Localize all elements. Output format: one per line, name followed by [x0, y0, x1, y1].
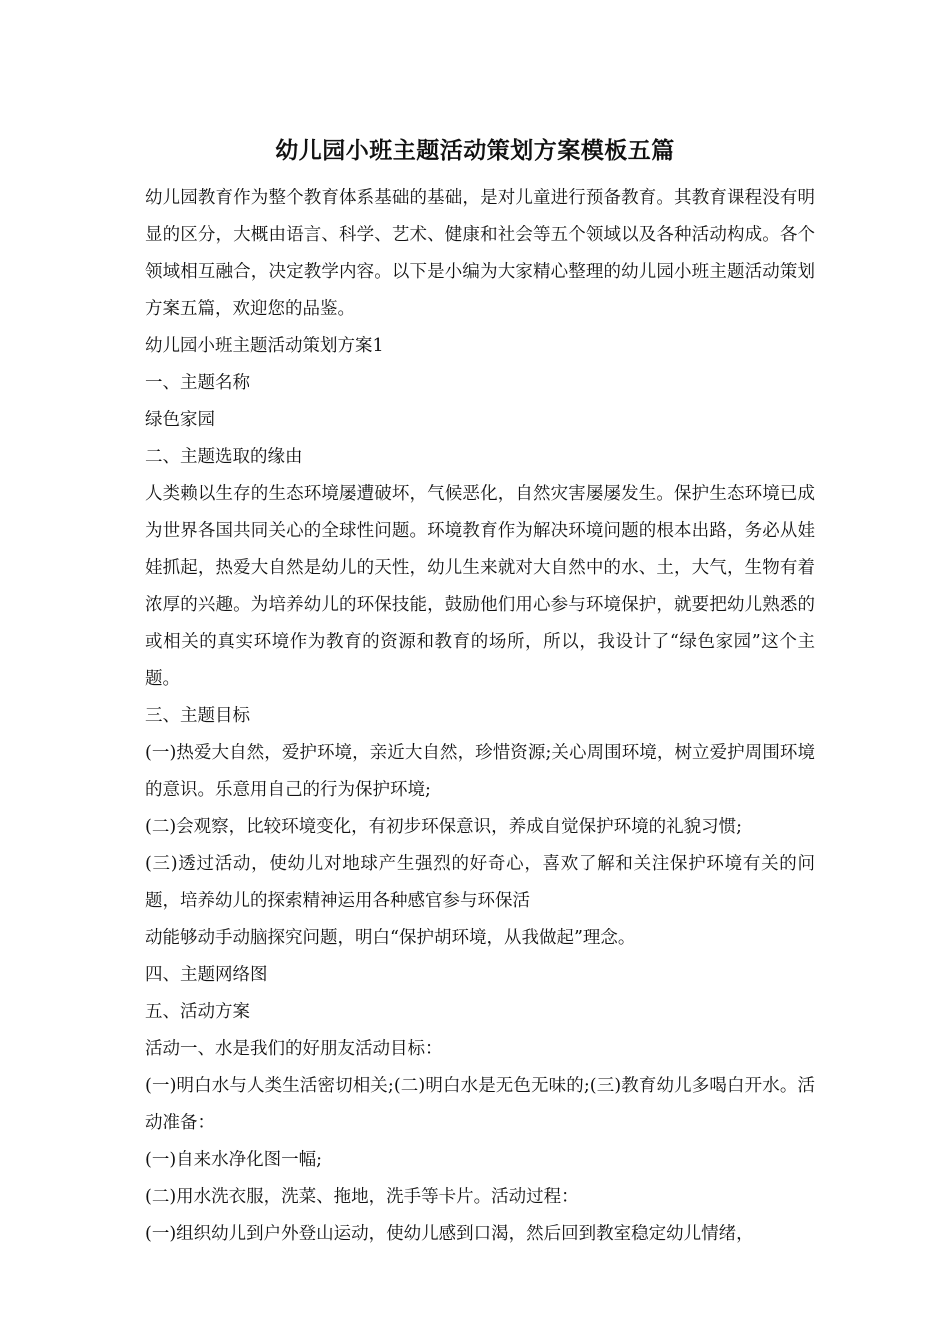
heading-theme-goals: 三、主题目标	[145, 706, 250, 726]
intro-paragraph: 幼儿园教育作为整个教育体系基础的基础，是对儿童进行预备教育。其教育课程没有明显的区分，大概由语言、科学、艺术、健康和社会等五个领域以及各种活动构成。各个领域相互融合，决定教学内容。以下是小编为大家精心整理的幼儿园小班主题活动策划方案五篇，欢迎您的品鉴。	[145, 188, 815, 319]
goal-item-3-continued: 动能够动手动脑探究问题，明白“保护胡环境，从我做起”理念。	[145, 928, 636, 948]
heading-theme-name: 一、主题名称	[145, 373, 250, 393]
goal-item-1: (一)热爱大自然，爱护环境，亲近大自然，珍惜资源;关心周围环境，树立爱护周围环境的意识。乐意用自己的行为保护环境;	[145, 743, 815, 800]
heading-theme-reason: 二、主题选取的缘由	[145, 447, 303, 467]
theme-reason-paragraph: 人类赖以生存的生态环境屡遭破坏，气候恶化，自然灾害屡屡发生。保护生态环境已成为世界各国共同关心的全球性问题。环境教育作为解决环境问题的根本出路，务必从娃娃抓起，热爱大自然是幼儿的天性，幼儿生来就对大自然中的水、土，大气，生物有着浓厚的兴趣。为培养幼儿的环保技能，鼓励他们用心参与环境保护，就要把幼儿熟悉的或相关的真实环境作为教育的资源和教育的场所，所以，我设计了“绿色家园”这个主题。	[145, 484, 815, 689]
theme-name-text: 绿色家园	[145, 410, 215, 430]
activity-1-prep-2: (二)用水洗衣服，洗菜、拖地，洗手等卡片。活动过程：	[145, 1187, 579, 1207]
activity-1-process-1: (一)组织幼儿到户外登山运动，使幼儿感到口渴，然后回到教室稳定幼儿情绪，	[145, 1224, 754, 1244]
heading-theme-network: 四、主题网络图	[145, 965, 268, 985]
heading-activity-plan: 五、活动方案	[145, 1002, 250, 1022]
document-title: 幼儿园小班主题活动策划方案模板五篇	[275, 137, 675, 164]
section-heading-plan-1: 幼儿园小班主题活动策划方案1	[145, 336, 384, 356]
goal-item-2: (二)会观察，比较环境变化，有初步环保意识，养成自觉保护环境的礼貌习惯;	[145, 817, 743, 837]
activity-1-prep-1: (一)自来水净化图一幅;	[145, 1150, 323, 1170]
activity-1-heading: 活动一、水是我们的好朋友活动目标：	[145, 1039, 443, 1059]
document-body	[145, 180, 815, 1253]
goal-item-3: (三)透过活动，使幼儿对地球产生强烈的好奇心，喜欢了解和关注保护环境有关的问题，培养幼儿的探索精神运用各种感官参与环保活	[145, 854, 815, 911]
activity-1-goals: (一)明白水与人类生活密切相关;(二)明白水是无色无味的;(三)教育幼儿多喝白开水。活动准备：	[145, 1076, 815, 1133]
